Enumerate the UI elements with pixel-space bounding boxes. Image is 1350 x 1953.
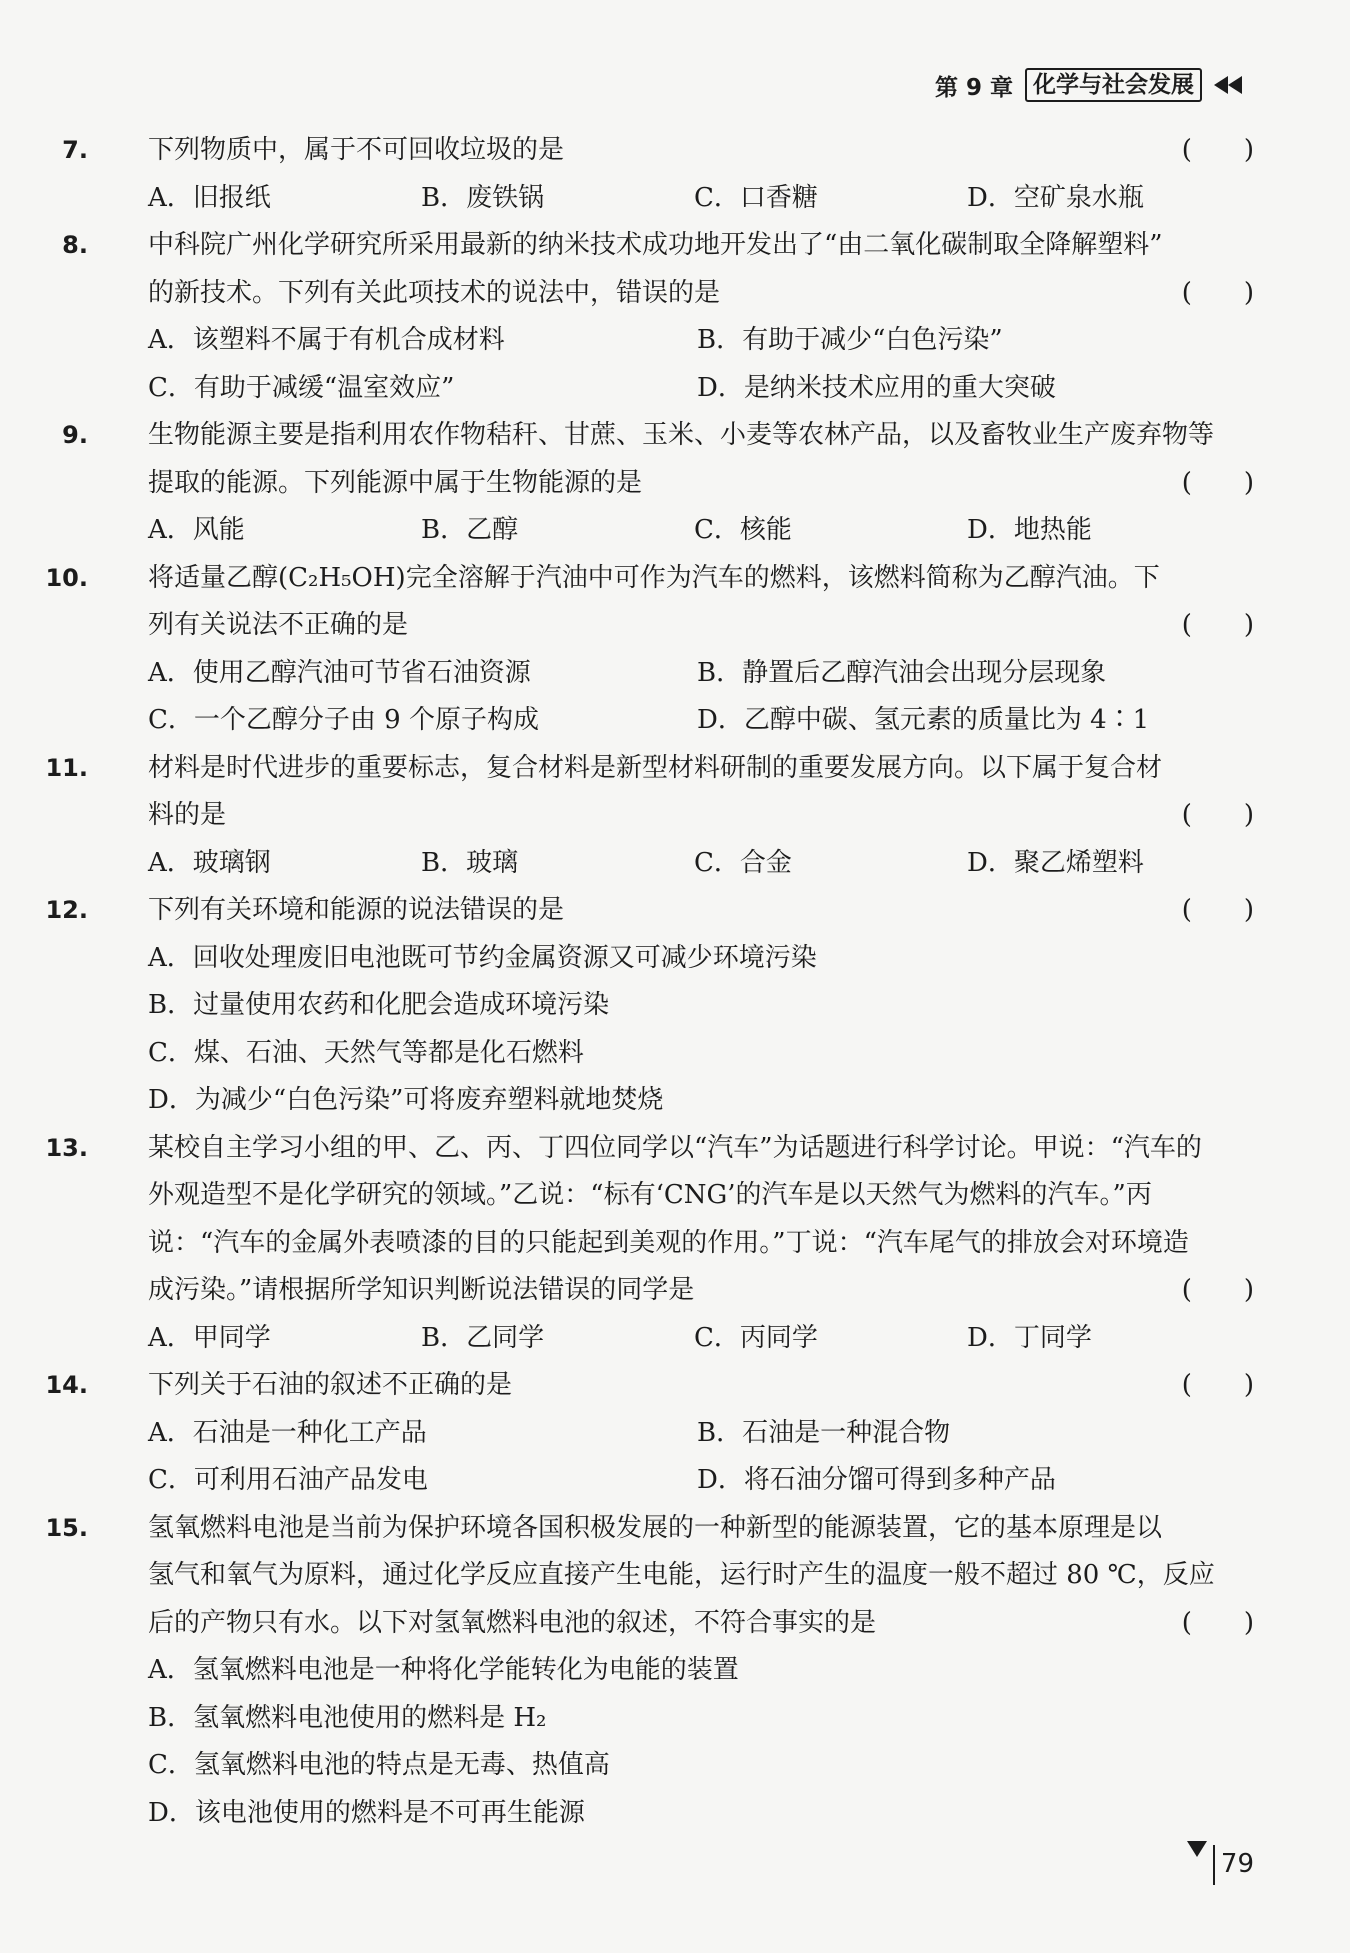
question-number: 7. [62,136,88,164]
question-stem-line [96,1552,1246,1600]
answer-option: D．空矿泉水瓶 [967,182,1144,213]
options-row [96,1410,1246,1458]
question-stem-text: 生物能源主要是指利用农作物秸秆、甘蔗、玉米、小麦等农林产品，以及畜牧业生产废弃物等 [148,420,1215,450]
answer-option: A．使用乙醇汽油可节省石油资源 [148,657,531,688]
question-stem-line [96,270,1254,318]
question-stem-text: 列有关说法不正确的是 [148,610,409,640]
chapter-title: 化学与社会发展 [1025,68,1202,102]
question-stem-line [96,1220,1246,1268]
question-stem-text: 说：“汽车的金属外表喷漆的目的只能起到美观的作用。”丁说：“汽车尾气的排放会对环境造 [148,1227,1189,1258]
answer-option: C．口香糖 [694,182,818,213]
footer-divider [1213,1845,1215,1885]
answer-option: A．石油是一种化工产品 [148,1417,427,1448]
double-left-arrow-icon [1214,76,1242,94]
question-stem-text: 下列有关环境和能源的说法错误的是 [148,895,565,925]
question-stem-text: 将适量乙醇(C₂H₅OH)完全溶解于汽油中可作为汽车的燃料，该燃料简称为乙醇汽油。下 [148,562,1160,593]
page-number: 79 [1220,1849,1254,1879]
answer-option: D．该电池使用的燃料是不可再生能源 [148,1797,585,1828]
question-item [45,1125,1254,1363]
answer-option: B．过量使用农药和化肥会造成环境污染 [148,990,610,1020]
question-stem-text: 氢气和氧气为原料，通过化学反应直接产生电能，运行时产生的温度一般不超过 80 ℃，反应 [148,1560,1215,1590]
options-row [96,1315,1246,1363]
answer-blank[interactable]: ( ) [1181,1607,1254,1638]
answer-option: A．该塑料不属于有机合成材料 [148,325,505,355]
answer-option: D．乙醇中碳、氢元素的质量比为 4∶1 [697,705,1150,735]
question-item [45,745,1254,888]
question-stem-line [96,1600,1254,1648]
triangle-down-icon [1187,1841,1207,1857]
question-number: 8. [62,231,88,259]
question-stem-line [45,555,1246,603]
answer-option: A．旧报纸 [148,182,271,213]
options-row [96,935,1246,983]
answer-option: C．煤、石油、天然气等都是化石燃料 [148,1037,584,1068]
answer-option: B．废铁锅 [421,182,545,213]
question-stem-text: 料的是 [148,800,227,830]
question-stem-line [45,745,1246,793]
answer-option: A．氢氧燃料电池是一种将化学能转化为电能的装置 [148,1655,739,1685]
options-row [96,982,1246,1030]
answer-option: C．有助于减缓“温室效应” [148,372,455,403]
question-item [62,412,1254,555]
answer-option: D．聚乙烯塑料 [967,847,1144,878]
question-item [45,1505,1254,1838]
answer-option: C．一个乙醇分子由 9 个原子构成 [148,705,539,735]
answer-blank[interactable]: ( ) [1181,1370,1254,1400]
question-stem-line [45,887,1254,935]
question-stem-line [45,1125,1246,1173]
options-row [96,697,1246,745]
answer-blank[interactable]: ( ) [1181,610,1254,640]
chapter-header [935,68,1242,102]
answer-option: B．玻璃 [421,847,519,878]
options-row [96,1790,1246,1838]
options-row [96,175,1246,223]
options-row [96,1695,1246,1743]
question-stem-text: 中科院广州化学研究所采用最新的纳米技术成功地开发出了“由二氧化碳制取全降解塑料” [148,230,1163,260]
chapter-number: 第 9 章 [934,74,1013,101]
answer-option: B．氢氧燃料电池使用的燃料是 H₂ [148,1702,547,1733]
options-row [96,1742,1246,1790]
question-stem-line [96,1267,1254,1315]
question-stem-text: 后的产物只有水。以下对氢氧燃料电池的叙述，不符合事实的是 [148,1607,877,1638]
answer-option: B．石油是一种混合物 [697,1417,951,1448]
options-row [96,365,1246,413]
question-stem-text: 下列关于石油的叙述不正确的是 [148,1370,513,1400]
answer-option: D．为减少“白色污染”可将废弃塑料就地焚烧 [148,1085,664,1115]
question-stem-line [62,222,1246,270]
question-stem-text: 材料是时代进步的重要标志，复合材料是新型材料研制的重要发展方向。以下属于复合材 [148,752,1163,783]
question-stem-text: 成污染。”请根据所学知识判断说法错误的同学是 [148,1275,695,1305]
question-stem-line [96,792,1254,840]
answer-option: D．丁同学 [967,1322,1092,1353]
question-stem-text: 氢氧燃料电池是当前为保护环境各国积极发展的一种新型的能源装置，它的基本原理是以 [148,1512,1163,1543]
question-item [62,127,1254,222]
answer-option: A．玻璃钢 [148,847,271,878]
answer-option: C．合金 [694,847,792,878]
answer-option: B．乙同学 [421,1322,545,1353]
question-number: 11. [45,753,88,782]
answer-blank[interactable]: ( ) [1181,895,1254,925]
options-row [96,1030,1246,1078]
question-number: 13. [45,1133,88,1162]
question-list [45,127,1254,1837]
options-row [96,840,1246,888]
question-stem-line [62,412,1246,460]
question-number: 9. [62,421,88,449]
question-item [45,887,1254,1125]
question-stem-line [45,1362,1254,1410]
answer-option: C．丙同学 [694,1322,818,1353]
question-stem-line [62,127,1254,175]
question-item [45,1362,1254,1505]
question-stem-text: 下列物质中，属于不可回收垃圾的是 [148,135,565,165]
answer-blank[interactable]: ( ) [1181,135,1254,165]
answer-option: A．风能 [148,515,245,545]
answer-option: B．乙醇 [421,515,519,545]
answer-blank[interactable]: ( ) [1181,800,1254,830]
page-footer [1187,1849,1254,1885]
answer-option: D．是纳米技术应用的重大突破 [697,372,1056,403]
question-number: 12. [45,896,88,924]
answer-option: A．甲同学 [148,1322,271,1353]
question-stem-line [96,1172,1246,1220]
answer-option: D．将石油分馏可得到多种产品 [697,1465,1056,1495]
answer-blank[interactable]: ( ) [1181,467,1254,498]
question-stem-text: 外观造型不是化学研究的领域。”乙说：“标有‘CNG’的汽车是以天然气为燃料的汽车。”丙 [148,1180,1152,1210]
question-number: 15. [45,1513,88,1542]
question-number: 14. [45,1371,88,1399]
question-item [45,555,1254,745]
options-row [96,507,1246,555]
question-stem-text: 的新技术。下列有关此项技术的说法中，错误的是 [148,277,721,308]
answer-option: D．地热能 [967,515,1092,545]
answer-option: B．有助于减少“白色污染” [697,325,1003,355]
question-stem-line [96,602,1254,650]
answer-option: B．静置后乙醇汽油会出现分层现象 [697,657,1107,688]
question-item [62,222,1254,412]
answer-blank[interactable]: ( ) [1181,1275,1254,1305]
question-stem-line [45,1505,1246,1553]
answer-option: C．可利用石油产品发电 [148,1465,428,1495]
answer-option: C．核能 [694,515,792,545]
options-row [96,650,1246,698]
question-stem-text: 提取的能源。下列能源中属于生物能源的是 [148,467,643,498]
options-row [96,1647,1246,1695]
answer-option: A．回收处理废旧电池既可节约金属资源又可减少环境污染 [148,942,817,973]
options-row [96,1077,1246,1125]
options-row [96,317,1246,365]
question-number: 10. [45,563,88,592]
answer-blank[interactable]: ( ) [1181,277,1254,308]
question-stem-line [96,460,1254,508]
answer-option: C．氢氧燃料电池的特点是无毒、热值高 [148,1750,610,1780]
question-stem-text: 某校自主学习小组的甲、乙、丙、丁四位同学以“汽车”为话题进行科学讨论。甲说：“汽车的 [148,1132,1202,1163]
options-row [96,1457,1246,1505]
